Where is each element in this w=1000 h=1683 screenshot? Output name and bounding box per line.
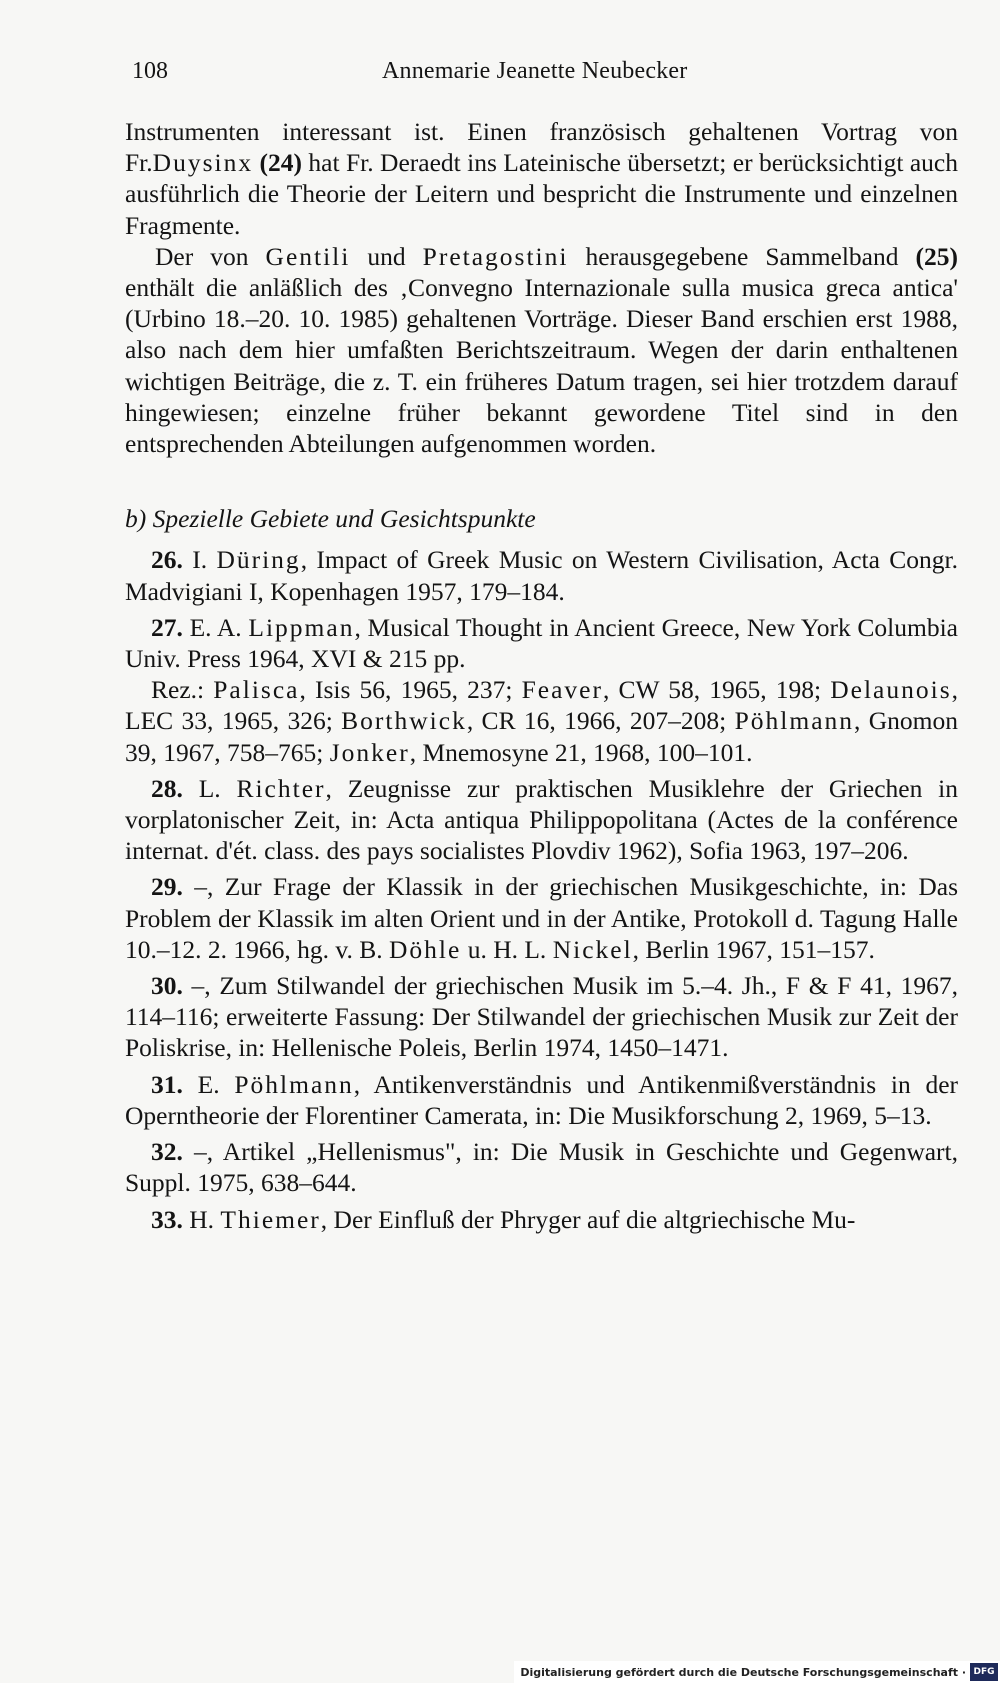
author-name: Nickel — [552, 934, 633, 964]
bibliography-entry-33 — [125, 1204, 958, 1235]
review-text: , Isis 56, 1965, 237; — [299, 675, 522, 705]
review-text: , CR 16, 1966, 207–208; — [466, 706, 735, 736]
reference-number: (25) — [915, 241, 959, 271]
reviewer-name: Pöhlmann — [734, 706, 855, 736]
entry-text: , Der Einfluß der Phryger auf die altgriechische Mu- — [320, 1204, 856, 1234]
bibliography-entry-32 — [125, 1136, 958, 1198]
review-lead: Rez.: — [151, 675, 214, 705]
paragraph-intro-2 — [125, 241, 958, 459]
bibliography-entry-28 — [125, 773, 958, 867]
entry-number: 29. — [151, 872, 183, 902]
author-name: Richter — [236, 773, 326, 803]
author-name: Lippman — [248, 612, 355, 642]
paragraph-intro-1 — [125, 116, 958, 241]
entry-text: , Musical Thought in Ancient Greece, New York Columbia Univ. Press 1964, XVI & 215 pp. — [125, 612, 958, 674]
ditto-dash: – — [193, 1137, 207, 1167]
dfg-logo: DFG — [970, 1663, 998, 1681]
author-name: Thiemer — [220, 1204, 321, 1234]
running-header — [132, 58, 958, 92]
reviewer-name: Delaunois — [830, 675, 952, 705]
body-text — [125, 116, 958, 1235]
ditto-dash: – — [194, 872, 207, 902]
entry-text: , Impact of Greek Music on Western Civilisation, Acta Congr. Madvigiani I, Kopenhagen 1957, 179–184. — [125, 545, 958, 606]
entry-text: , Zeugnisse zur praktischen Musiklehre der Griechen in vorplatonischer Zeit, in: Acta antiqua Philippopolitana (Actes de la conférence internat. d'ét. class. des pays socialistes Plovdiv 1962), Sofia 1963, 197–206. — [125, 773, 959, 866]
reviewer-name: Jonker — [329, 737, 410, 767]
initials: H. — [189, 1204, 215, 1234]
reviewer-name: Palisca — [213, 675, 300, 705]
bibliography-entry-26 — [125, 544, 958, 606]
entry-number: 31. — [151, 1069, 183, 1099]
entry-number: 33. — [151, 1204, 183, 1234]
review-text: , Gnomon 39, 1967, 758–765; — [125, 706, 958, 767]
initials: I. — [192, 545, 208, 575]
text-run: hat Fr. Deraedt ins Lateinische übersetzt; er berücksichtigt auch ausführlich die Theorie der Leitern und bespricht die Instrumente und einzelnen Fragmente. — [125, 148, 959, 240]
author-name: Pöhlmann — [234, 1069, 354, 1099]
reference-number: (24) — [259, 148, 302, 178]
review-text: , LEC 33, 1965, 326; — [125, 675, 958, 736]
entry-number: 28. — [151, 773, 183, 803]
entry-text: , Zum Stilwandel der griechischen Musik im 5.–4. Jh., F & F 41, 1967, 114–116; erweiterte Fassung: Der Stilwandel der griechischen Musik zur Zeit der Poliskrise, in: Hellenische Poleis, Berlin 1974, 1450–1471. — [125, 971, 959, 1063]
entry-number: 32. — [151, 1137, 183, 1167]
entry-number: 26. — [151, 545, 183, 575]
review-text: , Mnemosyne 21, 1968, 100–101. — [409, 737, 753, 767]
bibliography-entry-30 — [125, 970, 958, 1064]
text-run: Instrumenten interessant ist. Einen französisch gehaltenen Vortrag von Fr. — [125, 117, 958, 178]
author-name: Pretagostini — [422, 241, 569, 271]
initials: E. A. — [189, 612, 242, 642]
digitization-footer — [514, 1661, 1000, 1683]
review-list-27 — [125, 674, 958, 768]
text-run: Der von — [155, 241, 266, 271]
entry-text: , Zur Frage der Klassik in der griechischen Musikgeschichte, in: Das Problem der Klassik im alten Orient und in der Antike, Protokoll d. Tagung Halle 10.–12. 2. 1966, hg. v. B. — [125, 872, 958, 964]
footer-credit: Digitalisierung gefördert durch die Deutsche Forschungsgemeinschaft · — [520, 1665, 966, 1679]
bibliography-entry-29 — [125, 871, 958, 965]
entry-text: , Antikenverständnis und Antikenmißverständnis in der Operntheorie der Florentiner Camerata, in: Die Musikforschung 2, 1969, 5–13. — [125, 1069, 959, 1130]
entry-text: u. H. L. — [461, 934, 547, 964]
page-number: 108 — [132, 58, 168, 84]
entry-number: 27. — [151, 612, 183, 642]
initials: L. — [198, 773, 221, 803]
author-name: Duysinx — [152, 148, 254, 178]
review-text: , CW 58, 1965, 198; — [602, 675, 831, 705]
entry-text: , Artikel „Hellenismus", in: Die Musik in Geschichte und Gegenwart, Suppl. 1975, 638–644. — [125, 1137, 958, 1198]
bibliography-entry-31 — [125, 1069, 958, 1131]
entry-number: 30. — [151, 971, 183, 1001]
reviewer-name: Borthwick — [341, 706, 467, 736]
spacer — [125, 459, 958, 497]
author-name: Gentili — [265, 241, 351, 271]
section-heading: b) Spezielle Gebiete und Gesichtspunkte — [125, 504, 536, 534]
text-run: enthält die anläßlich des ‚Convegno Internazionale sulla musica greca antica' (Urbino 18.–20. 10. 1985) gehaltenen Vorträge. Dieser Band erschien erst 1988, also nach dem hier umfaßten Berichtszeitraum. Wegen der darin enthaltenen wichtigen Beiträge, die z. T. ein früheres Datum tragen, sei hier trotzdem darauf hingewiesen; einzelne früher bekannt gewordene Titel sind in den entsprechenden Abteilungen aufgenommen worden. — [125, 273, 958, 459]
author-name: Düring — [216, 545, 301, 575]
bibliography-entry-27 — [125, 612, 958, 674]
author-name: Döhle — [388, 934, 462, 964]
running-header-author: Annemarie Jeanette Neubecker — [382, 58, 688, 84]
text-run: herausgegebene Sammelband — [568, 241, 916, 271]
text-run: und — [350, 241, 423, 271]
initials: E. — [197, 1069, 220, 1099]
reviewer-name: Feaver — [521, 675, 603, 705]
entry-text: , Berlin 1967, 151–157. — [632, 934, 875, 964]
ditto-dash: – — [191, 971, 205, 1001]
